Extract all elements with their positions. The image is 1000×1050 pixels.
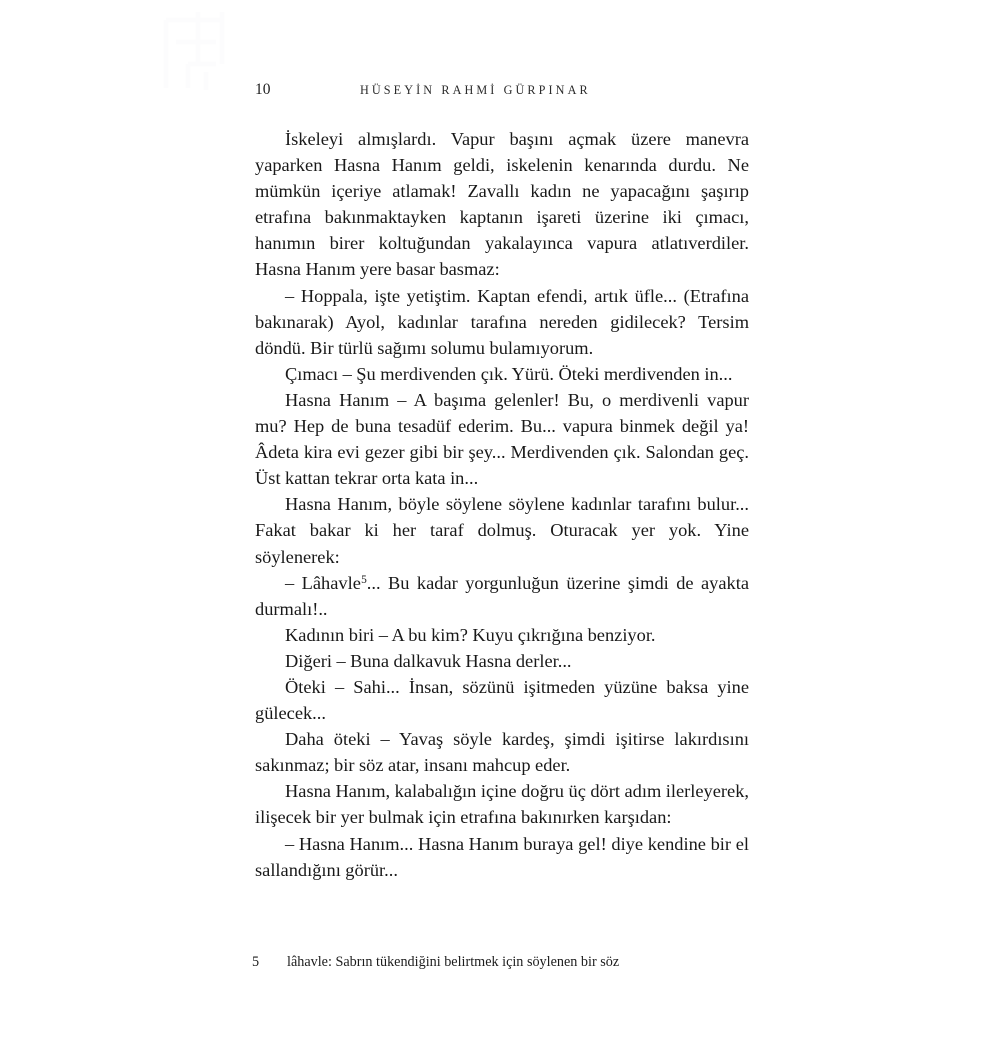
paragraph: Hasna Hanım, kalabalığın içine doğru üç dört adım ilerleyerek, ilişecek bir yer bulmak için etrafına bakınırken karşıdan:: [255, 781, 749, 828]
paragraph: Daha öteki – Yavaş söyle kardeş, şimdi işitirse lakırdısını sakınmaz; bir söz atar, insanı mahcup eder.: [255, 729, 749, 776]
footnote-item: [252, 953, 752, 972]
paragraph: Hasna Hanım, böyle söylene söylene kadınlar tarafını bulur... Fakat bakar ki her taraf dolmuş. Oturacak yer yok. Yine söylenerek:: [255, 494, 749, 567]
paragraph: – Hasna Hanım... Hasna Hanım buraya gel! diye kendine bir el sallandığını görür...: [255, 833, 749, 880]
paragraph: İskeleyi almışlardı. Vapur başını açmak üzere manevra yaparken Hasna Hanım geldi, iskelenin kenarında durdu. Ne mümkün içeriye atlamak! Zavallı kadın ne yapacağını şaşırıp etrafına bakınmaktayken kaptanın işareti üzerine iki çımacı, hanımın birer koltuğundan yakalayınca vapura atlatıverdiler. Hasna Hanım yere basar basmaz:: [255, 129, 749, 280]
paragraph: Hasna Hanım – A başıma gelenler! Bu, o merdivenli vapur mu? Hep de buna tesadüf ederim. Bu... vapura binmek değil ya! Âdeta kira evi gezer gibi bir şey... Merdivenden çık. Salondan geç. Üst kattan tekrar orta kata in...: [255, 389, 749, 489]
body-text-block: [255, 126, 749, 883]
running-title: HÜSEYİN RAHMİ GÜRPINAR: [360, 83, 591, 97]
footnote-area: [252, 953, 752, 972]
footnote-text: lâhavle: Sabrın tükendiğini belirtmek için söylenen bir söz: [287, 954, 620, 970]
footnote-marker: 5: [252, 954, 260, 970]
running-head: [255, 82, 750, 102]
paragraph: – Hoppala, işte yetiştim. Kaptan efendi, artık üfle... (Etrafına bakınarak) Ayol, kadınlar tarafına nereden gidilecek? Tersim döndü. Bir türlü sağımı solumu bulamıyorum.: [255, 285, 749, 358]
paragraph-with-footnote-ref: [255, 570, 749, 622]
paragraph: Öteki – Sahi... İnsan, sözünü işitmeden yüzüne baksa yine gülecek...: [255, 676, 749, 724]
paragraph: Kadının biri – A bu kim? Kuyu çıkrığına benziyor.: [285, 624, 656, 645]
footnote-ref-after: ... Bu kadar yorgunluğun üzerine şimdi de ayakta durmalı!..: [255, 572, 749, 619]
page-number: 10: [255, 81, 271, 98]
footnote-reference-5[interactable]: 5: [361, 573, 367, 586]
paragraph: Çımacı – Şu merdivenden çık. Yürü. Öteki merdivenden in...: [285, 363, 733, 384]
paragraph: Diğeri – Buna dalkavuk Hasna derler...: [285, 650, 572, 671]
footnote-ref-before: – Lâhavle: [285, 572, 361, 593]
